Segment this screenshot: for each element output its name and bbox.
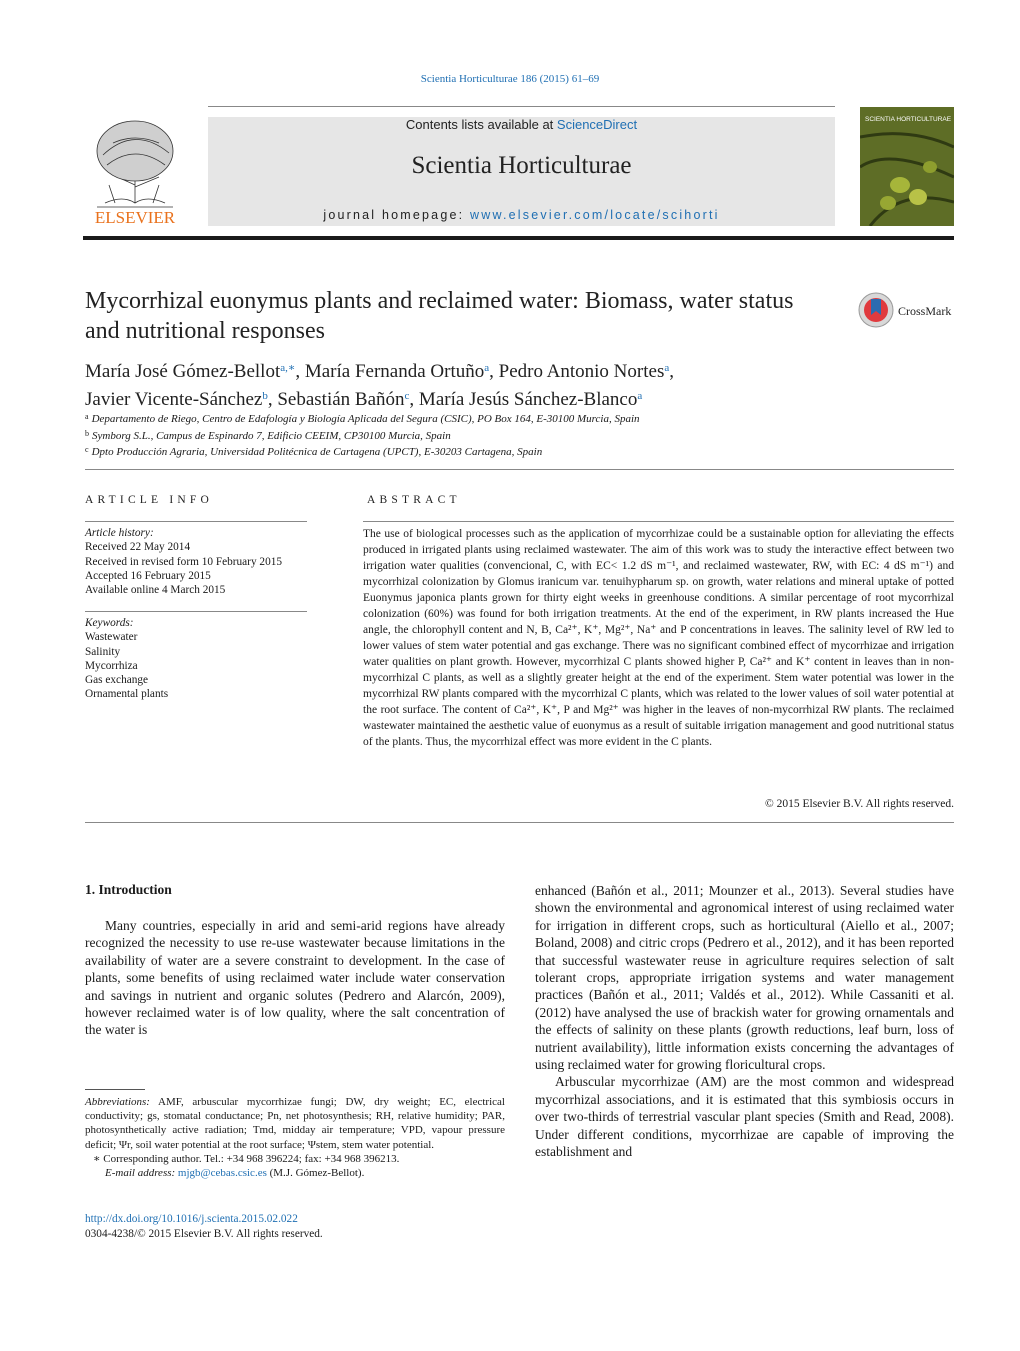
journal-citation[interactable]: Scientia Horticulturae 186 (2015) 61–69 xyxy=(420,73,600,85)
keywords xyxy=(85,616,307,702)
article-title: Mycorrhizal euonymus plants and reclaimed water: Biomass, water status and nutritional responses xyxy=(85,288,794,344)
affiliation-divider xyxy=(85,469,954,470)
doi-block xyxy=(85,1212,323,1241)
email-label: E-mail address: xyxy=(105,1167,176,1180)
author-name[interactable]: María Jesús Sánchez-Blanco xyxy=(418,389,638,410)
history-item: Available online 4 March 2015 xyxy=(85,584,226,597)
email-suffix: (M.J. Gómez-Bellot). xyxy=(269,1167,365,1180)
affiliation-text: Departamento de Riego, Centro de Edafología y Biología Aplicada del Segura (CSIC), PO Box 164, E-30100 Murcia, Spain xyxy=(91,413,640,425)
svg-text:SCIENTIA HORTICULTURAE: SCIENTIA HORTICULTURAE xyxy=(865,116,952,123)
keyword-item: Wastewater xyxy=(85,631,138,644)
abstract-text: The use of biological processes such as the application of mycorrhizae could be a sustainable option for alleviating the effects produced in irrigated plants using reclaimed wastewater. The aim of this work was to study the interactive effect between two irrigation water qualities (convencional, C, with EC< 1.2 dS m⁻¹, and reclaimed wastewater, RW, with EC: 4 dS m⁻¹) and mycorrhizal colonization by Glomus iranicum var. tenuihypharum sp. on growth, water relations and mineral uptake of potted Euonymus japonica plants grown for thirty eight weeks in greenhouse conditions. A similar percentage of root mycorrhizal colonization (60%) was found for both irrigation treatments. At the end of the experiment, in RW plants increased the Hue angle, the chlorophyll content and N, B, Ca²⁺, K⁺, Mg²⁺, Na⁺ and P concentrations in leaves. The salinity level of RW led to lower values of stem water potential and gas exchange. There was no significant combined effect of mycorrhizae and irrigation water qualities on plant growth. However, mycorrhizal C plants showed higher P, Ca²⁺ and K⁺ content in leaves than in non-mycorrhizal C plants, as well as a slightly greater height at the end of the experiment. Stem water potential was lower in the mycorrhizal RW plants compared with the mycorrhizal C plants, which was related to the lower values of soil water potential at the root surface. The content of Ca²⁺, K⁺, P and Mg²⁺ was higher in the leaves of non-mycorrhizal RW plants. The reclaimed wastewater maintained the aesthetic value of euonymus as a result of suitable irrigation management and good nutritional status of the plants. Thus, the mycorrhizal effect was more evident in the C plants. xyxy=(363,528,954,748)
author-name[interactable]: María José Gómez-Bellot xyxy=(85,361,281,382)
author-separator: , xyxy=(295,361,305,382)
svg-text:ELSEVIER: ELSEVIER xyxy=(94,208,176,227)
author-affiliation-mark[interactable]: b xyxy=(262,390,268,402)
affiliation-text: Symborg S.L., Campus de Espinardo 7, Edificio CEEIM, CP30100 Murcia, Spain xyxy=(92,429,451,442)
author-separator: , xyxy=(267,389,278,410)
sciencedirect-link[interactable]: ScienceDirect xyxy=(556,117,638,132)
keyword-item: Salinity xyxy=(85,645,121,658)
crossmark-button[interactable] xyxy=(858,291,956,329)
author-separator: , xyxy=(669,361,674,382)
intro-paragraph: Many countries, especially in arid and semi-arid regions have already recognized the necessity to use re-use wastewater because limitations in the availability of water are a severe constraint to development. In the case of plants, some benefits of using reclaimed water include water conservation and savings in nutrient and organic solutes (Pedrero and Alarcón, 2009), however reclaimed water is of low quality, where the salt concentration of the water is xyxy=(85,918,505,1038)
footnotes xyxy=(85,1095,505,1180)
affiliation-item xyxy=(85,443,955,460)
history-item: Accepted 16 February 2015 xyxy=(85,569,211,582)
author-list xyxy=(85,356,825,412)
history-item: Received in revised form 10 February 2015 xyxy=(85,555,283,568)
journal-title: Scientia Horticulturae xyxy=(411,152,632,179)
elsevier-logo[interactable] xyxy=(83,115,187,227)
keywords-label: Keywords: xyxy=(85,617,134,629)
article-info-divider xyxy=(85,521,307,522)
affiliation-list xyxy=(85,410,955,460)
abbreviations-footnote xyxy=(85,1095,505,1152)
doi-link[interactable]: http://dx.doi.org/10.1016/j.scienta.2015.02.022 xyxy=(85,1213,298,1225)
author-affiliation-mark[interactable]: a xyxy=(637,390,643,402)
author-affiliation-mark[interactable]: c xyxy=(404,390,410,402)
intro-right-column xyxy=(535,882,954,1161)
header-top-rule xyxy=(208,106,835,107)
email-footnote xyxy=(85,1166,505,1180)
corresponding-author-footnote: ∗ Corresponding author. Tel.: +34 968 396224; fax: +34 968 396213. xyxy=(93,1152,400,1165)
author-affiliation-mark[interactable]: a xyxy=(484,362,490,374)
article-info-heading: ARTICLE INFO xyxy=(85,494,213,506)
history-label: Article history: xyxy=(85,527,154,539)
elsevier-tree-icon xyxy=(83,115,187,227)
affiliation-mark: b xyxy=(85,428,89,438)
affiliation-item xyxy=(85,410,955,427)
contents-prefix: Contents lists available at xyxy=(405,117,557,132)
affiliation-mark: c xyxy=(85,445,89,454)
author-name[interactable]: Sebastián Bañón xyxy=(277,389,405,410)
author-affiliation-mark[interactable]: a xyxy=(664,362,670,374)
homepage-link[interactable]: www.elsevier.com/locate/scihorti xyxy=(469,208,720,222)
keyword-item: Mycorrhiza xyxy=(85,659,138,672)
author-separator: , xyxy=(489,361,499,382)
keyword-item: Gas exchange xyxy=(85,674,149,687)
contents-line xyxy=(208,117,835,132)
svg-text:CrossMark: CrossMark xyxy=(898,304,952,318)
footnote-rule xyxy=(85,1089,145,1090)
issn-line: 0304-4238/© 2015 Elsevier B.V. All rights reserved. xyxy=(85,1227,323,1240)
author-name[interactable]: Javier Vicente-Sánchez xyxy=(85,389,263,410)
intro-left-column xyxy=(85,917,505,1039)
cover-olive-icon xyxy=(860,107,954,226)
author-name[interactable]: María Fernanda Ortuño xyxy=(304,361,485,382)
header-thick-rule xyxy=(83,236,954,240)
author-affiliation-mark[interactable]: a,∗ xyxy=(280,362,296,374)
history-item: Received 22 May 2014 xyxy=(85,541,191,554)
crossmark-icon xyxy=(858,291,956,329)
intro-paragraph: enhanced (Bañón et al., 2011; Mounzer et al., 2013). Several studies have shown the environmental and agronomical interest of using reclaimed water for irrigation in different crops, such as horticultural (Aiello et al., 2007; Boland, 2008) and citric crops (Pedrero et al., 2012), and it has been reported that successful wastewater reuse in agriculture requires selection of salt tolerant crops, appropriate irrigation systems and water management practices (Bañón et al., 2011; Valdés et al., 2012). While Cassaniti et al. (2012) have analysed the use of brackish water for growing ornamentals and the effects of salinity on these plants (growth reductions, leaf burn, loss of nutrient availability), little information exists concerning the advantages of using reclaimed water for growing floricultural crops. xyxy=(535,883,954,1073)
abbreviations-text: AMF, arbuscular mycorrhizae fungi; DW, dry weight; EC, electrical conductivity; gs, stomatal conductance; Pn, net photosynthesis; RH, relative humidity; PAR, photosynthetically active radiation; Tmd, midday air temperature; VPD, vapour pressure deficit; Ψr, soil water potential at the root surface; Ψstem, stem water potential. xyxy=(85,1096,505,1151)
author-separator: , xyxy=(409,389,419,410)
keyword-item: Ornamental plants xyxy=(85,688,169,701)
journal-homepage xyxy=(208,208,835,222)
homepage-prefix: journal homepage: xyxy=(323,208,470,222)
abstract-heading: ABSTRACT xyxy=(367,494,461,506)
affiliation-item xyxy=(85,427,955,444)
intro-paragraph: Arbuscular mycorrhizae (AM) are the most common and widespread mycorrhizal associations, and it is estimated that this symbiosis occurs in over two-thirds of terrestrial vascular plant species (Smith and Read, 2008). Under different conditions, mycorrhizae are capable of improving the establishment and xyxy=(535,1074,954,1160)
author-name[interactable]: Pedro Antonio Nortes xyxy=(498,361,665,382)
affiliation-text: Dpto Producción Agraria, Universidad Politécnica de Cartagena (UPCT), E-30203 Cartagena, Spain xyxy=(91,446,543,458)
affiliation-mark: a xyxy=(85,412,89,421)
abstract-bottom-divider xyxy=(85,822,954,823)
journal-cover-image[interactable] xyxy=(860,107,954,226)
article-history xyxy=(85,526,307,597)
abstract-copyright: © 2015 Elsevier B.V. All rights reserved. xyxy=(765,798,954,810)
keywords-divider xyxy=(85,611,307,612)
section-title-introduction: 1. Introduction xyxy=(85,882,172,897)
abstract-divider xyxy=(363,521,954,522)
abbreviations-label: Abbreviations: xyxy=(85,1096,150,1108)
email-link[interactable]: mjgb@cebas.csic.es xyxy=(177,1167,267,1180)
